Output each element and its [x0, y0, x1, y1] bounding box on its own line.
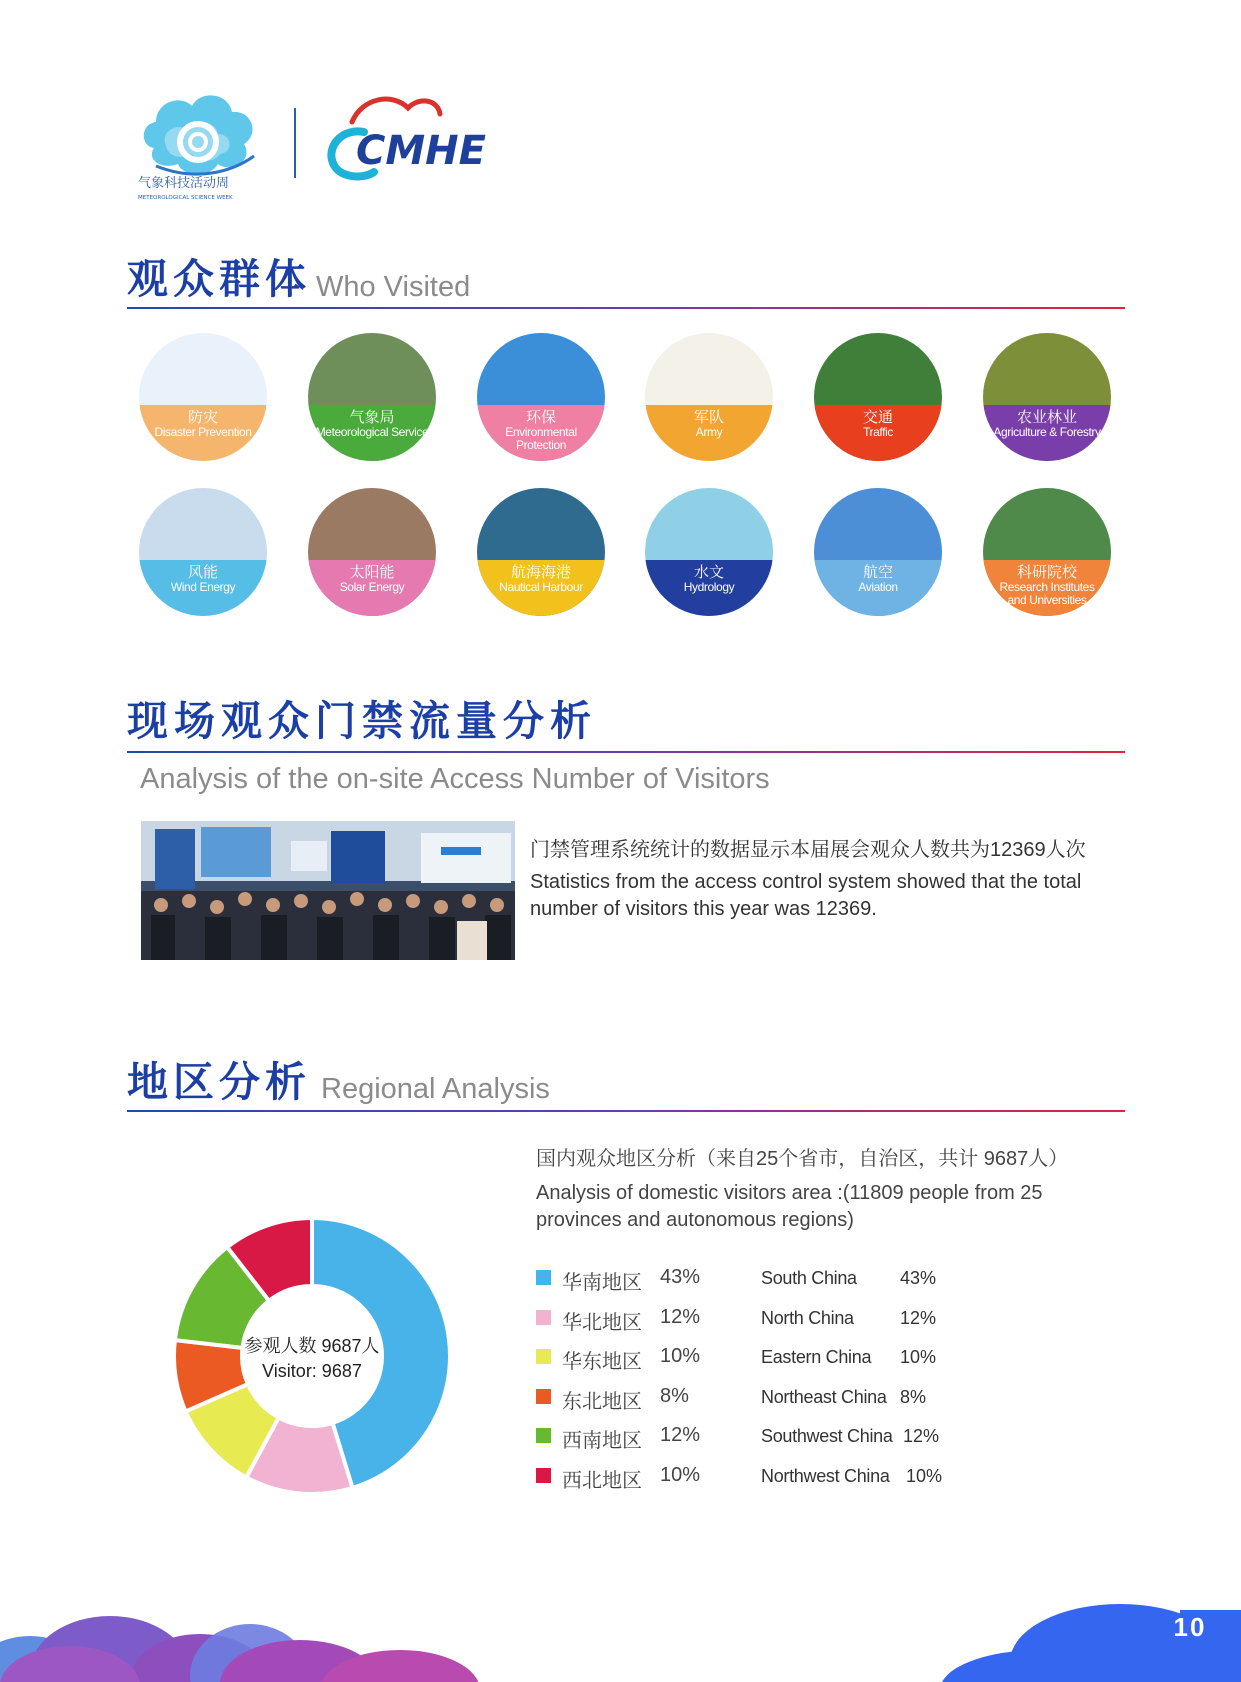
group-label-en: Disaster Prevention	[154, 425, 252, 439]
legend-value: 43%	[660, 1266, 701, 1288]
region-title-cn: 地区分析	[127, 1059, 311, 1105]
legend-swatch	[536, 1389, 551, 1404]
group-label-cn: 太阳能	[349, 564, 395, 581]
legend-item	[536, 1463, 956, 1492]
group-label-cn: 交通	[862, 409, 893, 426]
cloud-logo-cn: 气象科技活动周	[138, 176, 230, 191]
logo-divider	[294, 108, 296, 178]
legend-value: 10%	[660, 1345, 701, 1367]
visitor-group-4	[814, 333, 942, 461]
legend-label-cn: 东北地区	[562, 1390, 642, 1413]
legend-value-en: 43%	[900, 1268, 937, 1288]
group-label-en: Aviation	[858, 580, 898, 594]
legend-item	[536, 1384, 956, 1413]
legend-label-en: Northwest China	[761, 1465, 890, 1486]
visitor-group-9	[645, 488, 773, 616]
group-label-cn: 科研院校	[1016, 564, 1077, 581]
group-label-en: Traffic	[863, 425, 893, 439]
cloud-logo-en: METEOROLOGICAL SCIENCE WEEK	[138, 195, 233, 201]
bottom-decoration	[0, 1580, 1241, 1682]
visitor-group-8	[477, 488, 605, 616]
group-label-cn: 军队	[693, 409, 724, 426]
group-label-en: Wind Energy	[170, 580, 236, 594]
legend-label-en: Eastern China	[761, 1347, 872, 1367]
group-label-en: Agriculture & Forestry	[993, 425, 1101, 439]
legend-label-cn: 华北地区	[562, 1311, 642, 1334]
section-rule	[127, 751, 1125, 753]
region-subtitle-en: Analysis of domestic visitors area :(11809 people from 25 provinces and autonomous regions)	[536, 1182, 1043, 1231]
group-label-en: Nautical Harbour	[499, 580, 583, 594]
access-text-en: Statistics from the access control system showed that the total number of visitors this year was 12369.	[530, 871, 1082, 920]
legend-label-cn: 西北地区	[562, 1469, 642, 1492]
who-visited-title-cn: 观众群体	[127, 256, 311, 302]
legend-label-en: Southwest China	[761, 1426, 893, 1446]
legend-swatch	[536, 1270, 551, 1285]
legend-value-en: 10%	[906, 1465, 943, 1486]
visitor-group-6	[139, 488, 267, 616]
visitor-group-7	[308, 488, 436, 616]
access-text-cn: 门禁管理系统统计的数据显示本届展会观众人数共为12369人次	[530, 839, 1086, 861]
visitor-group-2	[477, 333, 605, 461]
group-label-cn: 农业林业	[1016, 409, 1077, 426]
page-number: 10	[1173, 1612, 1207, 1642]
region-title-en: Regional Analysis	[321, 1073, 550, 1105]
legend-swatch	[536, 1349, 551, 1364]
section-rule	[127, 1110, 1125, 1112]
legend-label-en: Northeast China	[761, 1386, 887, 1407]
group-label-cn: 风能	[187, 564, 218, 581]
who-visited-title-en: Who Visited	[316, 271, 471, 303]
group-label-cn: 防灾	[187, 409, 218, 426]
group-label-cn: 航海海港	[510, 564, 571, 581]
legend-value-en: 10%	[900, 1347, 937, 1367]
cmhe-logo-text: CMHE	[356, 128, 486, 174]
visitor-group-0	[139, 333, 267, 461]
legend-value: 8%	[660, 1384, 689, 1407]
visitor-group-10	[814, 488, 942, 616]
group-label-en: Meteorological Service	[315, 425, 429, 439]
legend-item	[536, 1266, 956, 1294]
legend-label-cn: 华东地区	[562, 1351, 642, 1373]
legend-item	[536, 1305, 956, 1334]
region-subtitle-cn: 国内观众地区分析（来自25个省市，自治区，共计 9687人）	[536, 1148, 1069, 1170]
access-title-en: Analysis of the on-site Access Number of Visitors	[140, 763, 770, 795]
legend-label-cn: 西南地区	[562, 1430, 642, 1452]
donut-center-en: Visitor: 9687	[262, 1361, 362, 1381]
group-label-cn: 水文	[693, 564, 724, 581]
legend-label-en: South China	[761, 1268, 857, 1288]
visitor-group-5	[983, 333, 1111, 461]
legend-label-cn: 华南地区	[562, 1272, 642, 1294]
visitor-group-11	[983, 488, 1111, 616]
donut-center-cn: 参观人数 9687人	[244, 1336, 380, 1356]
visitor-group-3	[645, 333, 773, 461]
legend-value-en: 8%	[900, 1386, 927, 1407]
group-label-cn: 气象局	[349, 409, 395, 426]
section-rule	[127, 307, 1125, 309]
group-label-en: Army	[695, 425, 723, 439]
exhibition-crowd-photo	[141, 821, 515, 960]
legend-value-en: 12%	[900, 1307, 937, 1328]
group-label-en: Environmental Protection	[505, 425, 577, 452]
legend-value: 10%	[660, 1463, 701, 1486]
visitor-group-1	[308, 333, 436, 461]
meteorological-science-week-logo	[136, 86, 266, 206]
legend-item	[536, 1424, 956, 1452]
group-label-cn: 航空	[862, 564, 893, 581]
group-label-en: Hydrology	[683, 580, 735, 594]
legend-item	[536, 1345, 956, 1373]
legend-swatch	[536, 1428, 551, 1443]
access-title-cn: 现场观众门禁流量分析	[127, 698, 597, 744]
group-label-en: Research Institutes and Universities	[999, 580, 1095, 607]
group-label-en: Solar Energy	[339, 580, 405, 594]
legend-value: 12%	[660, 1305, 701, 1328]
legend-label-en: North China	[761, 1307, 854, 1328]
legend-value: 12%	[660, 1424, 701, 1446]
group-label-cn: 环保	[525, 409, 556, 426]
legend-swatch	[536, 1468, 551, 1483]
cmhe-logo	[322, 92, 502, 188]
legend-swatch	[536, 1310, 551, 1325]
legend-value-en: 12%	[903, 1426, 940, 1446]
